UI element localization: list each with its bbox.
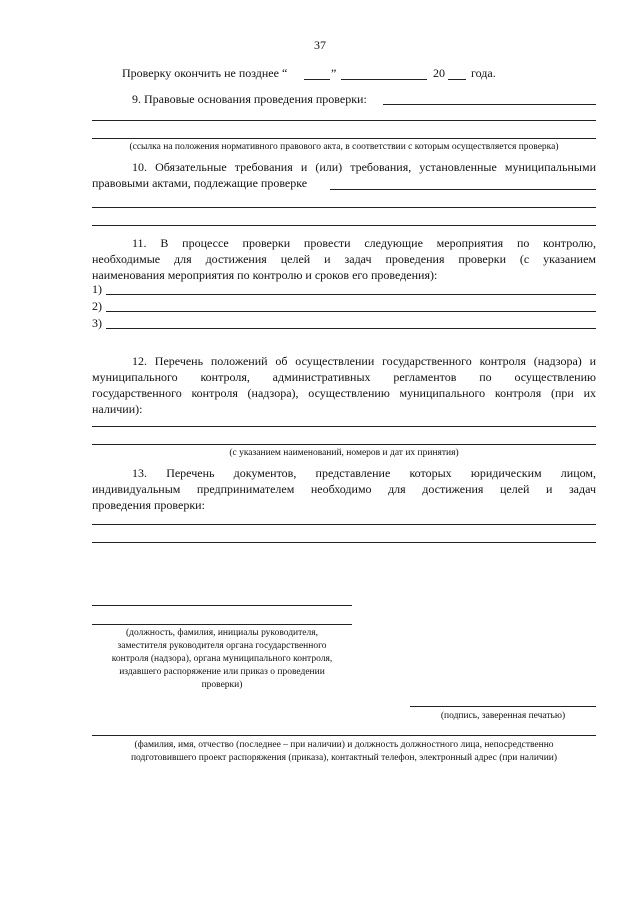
year-blank	[448, 79, 466, 80]
item12-fill-line-1	[92, 426, 596, 427]
item12-line1: 12. Перечень положений об осуществлении государственного контроля (надзора) и	[132, 354, 596, 368]
finish-date-prefix: Проверку окончить не позднее “	[122, 66, 288, 80]
item11-line3: наименования мероприятия по контролю и сроков его проведения):	[92, 268, 438, 282]
item9-fill-line	[383, 104, 596, 105]
item12-line2: муниципального контроля, административных регламентов по осуществлению	[92, 370, 596, 384]
item11-entry-1-label: 1)	[92, 282, 102, 296]
position-fill-line-2	[92, 624, 352, 625]
item10-line1: 10. Обязательные требования и (или) требования, установленные муниципальными	[132, 160, 596, 174]
item12-caption: (с указанием наименований, номеров и дат их принятия)	[229, 448, 459, 458]
item11-entry-1-line	[106, 294, 596, 295]
position-fill-line-1	[92, 605, 352, 606]
item11-entry-3-label: 3)	[92, 316, 102, 330]
position-caption-line-3: контроля (надзора), органа муниципального контроля,	[111, 654, 333, 664]
item13-line3: проведения проверки:	[92, 498, 205, 512]
item10-fill-line	[330, 189, 596, 190]
position-caption-line-5: проверки)	[201, 680, 243, 690]
item11-entry-2-label: 2)	[92, 299, 102, 313]
year-prefix: 20	[433, 66, 445, 80]
month-blank	[341, 79, 427, 80]
position-caption-line-1: (должность, фамилия, инициалы руководителя,	[125, 628, 318, 638]
item12-line4: наличии):	[92, 402, 143, 416]
item13-line1: 13. Перечень документов, представление которых юридическим лицом,	[132, 466, 596, 480]
finish-date-suffix: года.	[471, 66, 496, 80]
item12-line3: государственного контроля (надзора), осуществлению муниципального контроля (при их	[92, 386, 596, 400]
preparer-caption-line-1: (фамилия, имя, отчество (последнее – при наличии) и должность должностного лица, непосредственно	[134, 740, 554, 750]
finish-date-quote: ”	[331, 66, 337, 80]
item13-line2: индивидуальным предпринимателем необходимо для достижения целей и задач	[92, 482, 596, 496]
position-caption	[92, 627, 352, 692]
item11-line1: 11. В процессе проверки провести следующие мероприятия по контролю,	[132, 236, 596, 250]
item13-fill-line-2	[92, 542, 596, 543]
position-caption-line-2: заместителя руководителя органа государственного	[117, 641, 327, 651]
signature-caption: (подпись, заверенная печатью)	[440, 711, 566, 721]
position-caption-line-4: издавшего распоряжение или приказ о проведении	[119, 667, 325, 677]
day-blank	[304, 79, 330, 80]
item10-line2: правовыми актами, подлежащие проверке	[92, 176, 308, 190]
item10-line-2	[92, 207, 596, 208]
item9-line-3	[92, 138, 596, 139]
item11-entry-2-line	[106, 311, 596, 312]
preparer-fill-line	[92, 735, 596, 736]
item13-fill-line-1	[92, 524, 596, 525]
item9-line-2	[92, 120, 596, 121]
item11-entry-3-line	[106, 328, 596, 329]
signature-fill-line	[410, 706, 596, 707]
item10-line-3	[92, 225, 596, 226]
item11-line2: необходимые для достижения целей и задач проведения проверки (с указанием	[92, 252, 596, 266]
item9-caption: (ссылка на положения нормативного правового акта, в соответствии с которым осуществляется проверка)	[129, 142, 559, 152]
page-number: 37	[314, 38, 326, 52]
item12-fill-line-2	[92, 444, 596, 445]
preparer-caption-line-2: подготовившего проект распоряжения (приказа), контактный телефон, электронный адрес (при наличии)	[130, 753, 558, 763]
item9-heading: 9. Правовые основания проведения проверки:	[132, 92, 367, 106]
